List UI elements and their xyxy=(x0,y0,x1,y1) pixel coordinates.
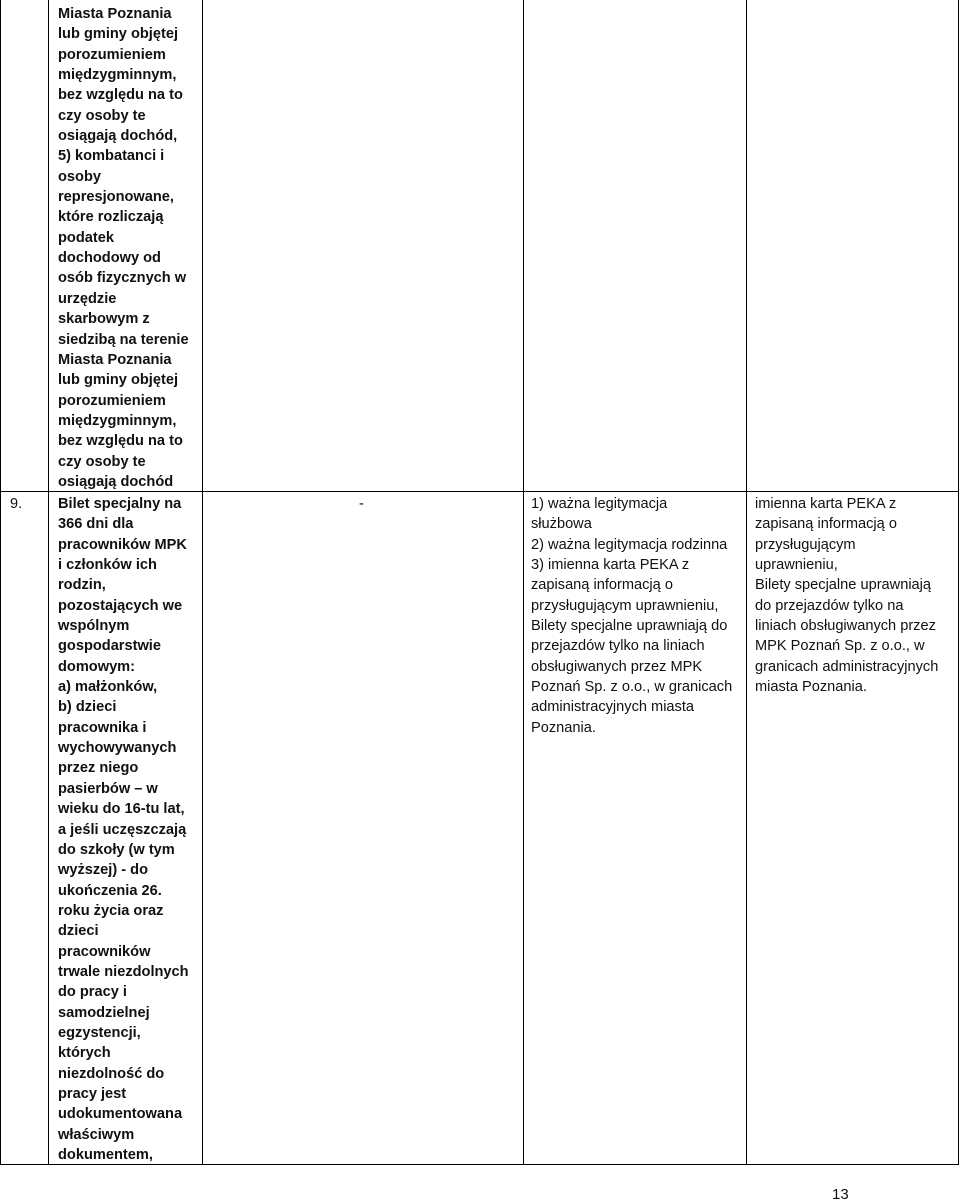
row-9-documents: 1) ważna legitymacja służbowa 2) ważna legitymacja rodzinna 3) imienna karta PEKA z zapisaną informacją o przysługującym uprawnieniu, Bilety specjalne uprawniają do przejazdów tylko na liniach obsługiwanych przez MPK Poznań Sp. z o.o., w granicach administracyjnych miasta Poznania. xyxy=(531,496,733,736)
row-9-description: Bilet specjalny na 366 dni dla pracowników MPK i członków ich rodzin, pozostających we wspólnym gospodarstwie domowym: a) małżonków, b) dzieci pracownika i wychowywanych przez niego pasierbów – w wieku do 16-tu lat, a jeśli uczęszczają do szkoły (w tym wyższej) - do ukończenia 26. roku życia oraz dzieci pracowników trwale niezdolnych do pracy i samodzielnej egzystencji, których niezdolność do pracy jest udokumentowana właściwym dokumentem, xyxy=(58,496,189,1163)
table-column-divider-4 xyxy=(746,0,747,1165)
page-number: 13 xyxy=(832,1186,849,1203)
continued-row-description: Miasta Poznania lub gminy objętej porozumieniem międzygminnym, bez względu na to czy osoby te osiągają dochód, 5) kombatanci i osoby represjonowane, które rozliczają podatek dochodowy od osób fizycznych w urzędzie skarbowym z siedzibą na terenie Miasta Poznania lub gminy objętej porozumieniem międzygminnym, bez względu na to czy osoby te osiągają dochód xyxy=(58,6,189,490)
table-column-divider-2 xyxy=(202,0,203,1165)
row-9-number: 9. xyxy=(10,496,23,512)
row-9-price: - xyxy=(359,496,364,512)
table-column-divider-3 xyxy=(523,0,524,1165)
row-9-notes: imienna karta PEKA z zapisaną informacją o przysługującym uprawnieniu, Bilety specjalne uprawniają do przejazdów tylko na liniach obsługiwanych przez MPK Poznań Sp. z o.o., w granicach administracyjnych miasta Poznania. xyxy=(755,496,939,696)
table-right-border xyxy=(958,0,959,1165)
table-left-border xyxy=(0,0,1,1165)
table-column-divider-1 xyxy=(48,0,49,1165)
